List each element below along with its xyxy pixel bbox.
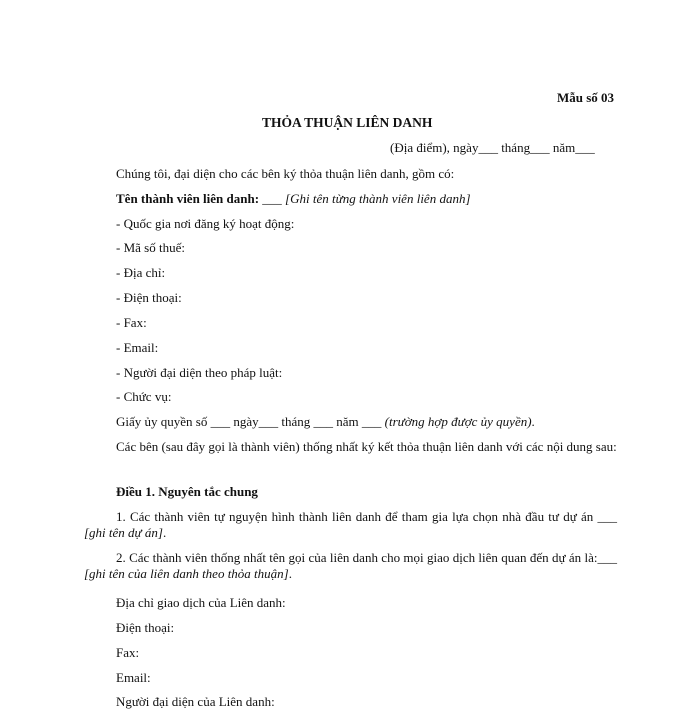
field-legal-representative: - Người đại diện theo pháp luật:: [116, 365, 283, 380]
authorization-hint: (trường hợp được ủy quyền): [384, 414, 532, 429]
article-1-p2-end: .: [288, 566, 292, 581]
field-email: - Email:: [116, 340, 159, 355]
article-1-p1-hint: [ghi tên dự án]: [84, 525, 163, 540]
contact-address: Địa chỉ giao dịch của Liên danh:: [116, 595, 286, 610]
authorization-text: Giấy ủy quyền số ___ ngày___ tháng ___ năm ___: [116, 414, 385, 429]
article-1-paragraph-1: [84, 509, 617, 541]
field-address: - Địa chỉ:: [116, 265, 166, 280]
document-title: THỎA THUẬN LIÊN DANH: [262, 115, 433, 130]
field-country: - Quốc gia nơi đăng ký hoạt động:: [116, 216, 295, 231]
intro-paragraph: Chúng tôi, đại diện cho các bên ký thỏa thuận liên danh, gồm có:: [116, 166, 455, 181]
article-1-p2-hint: [ghi tên của liên danh theo thỏa thuận]: [84, 566, 289, 581]
authorization-end: .: [531, 414, 535, 429]
article-1-p1-text: 1. Các thành viên tự nguyện hình thành liên danh để tham gia lựa chọn nhà đầu tư dự án ___: [116, 509, 617, 524]
article-1-p1-end: .: [162, 525, 167, 540]
contact-representative: Người đại diện của Liên danh:: [116, 694, 275, 709]
place-date-line: (Địa điểm), ngày___ tháng___ năm___: [390, 140, 595, 155]
form-number: Mẫu số 03: [557, 90, 615, 105]
field-tax-code: - Mã số thuế:: [116, 240, 185, 255]
member-name-line: [116, 191, 471, 207]
contact-fax: Fax:: [116, 645, 140, 660]
field-position: - Chức vụ:: [116, 389, 172, 404]
article-1-p2-text: 2. Các thành viên thống nhất tên gọi của liên danh cho mọi giao dịch liên quan đến dự án là:___: [116, 550, 617, 565]
field-phone: - Điện thoại:: [116, 290, 182, 305]
member-label: Tên thành viên liên danh:: [116, 191, 260, 206]
contact-email: Email:: [116, 670, 151, 685]
member-blank: ___: [259, 191, 286, 206]
field-fax: - Fax:: [116, 315, 147, 330]
contact-phone: Điện thoại:: [116, 620, 175, 635]
member-hint: [Ghi tên từng thành viên liên danh]: [285, 191, 471, 206]
authorization-line: [116, 414, 535, 430]
agreement-paragraph: Các bên (sau đây gọi là thành viên) thống nhất ký kết thỏa thuận liên danh với các nội dung sau:: [116, 439, 617, 454]
article-1-paragraph-2: [84, 550, 617, 582]
article-1-heading: Điều 1. Nguyên tắc chung: [116, 484, 258, 499]
